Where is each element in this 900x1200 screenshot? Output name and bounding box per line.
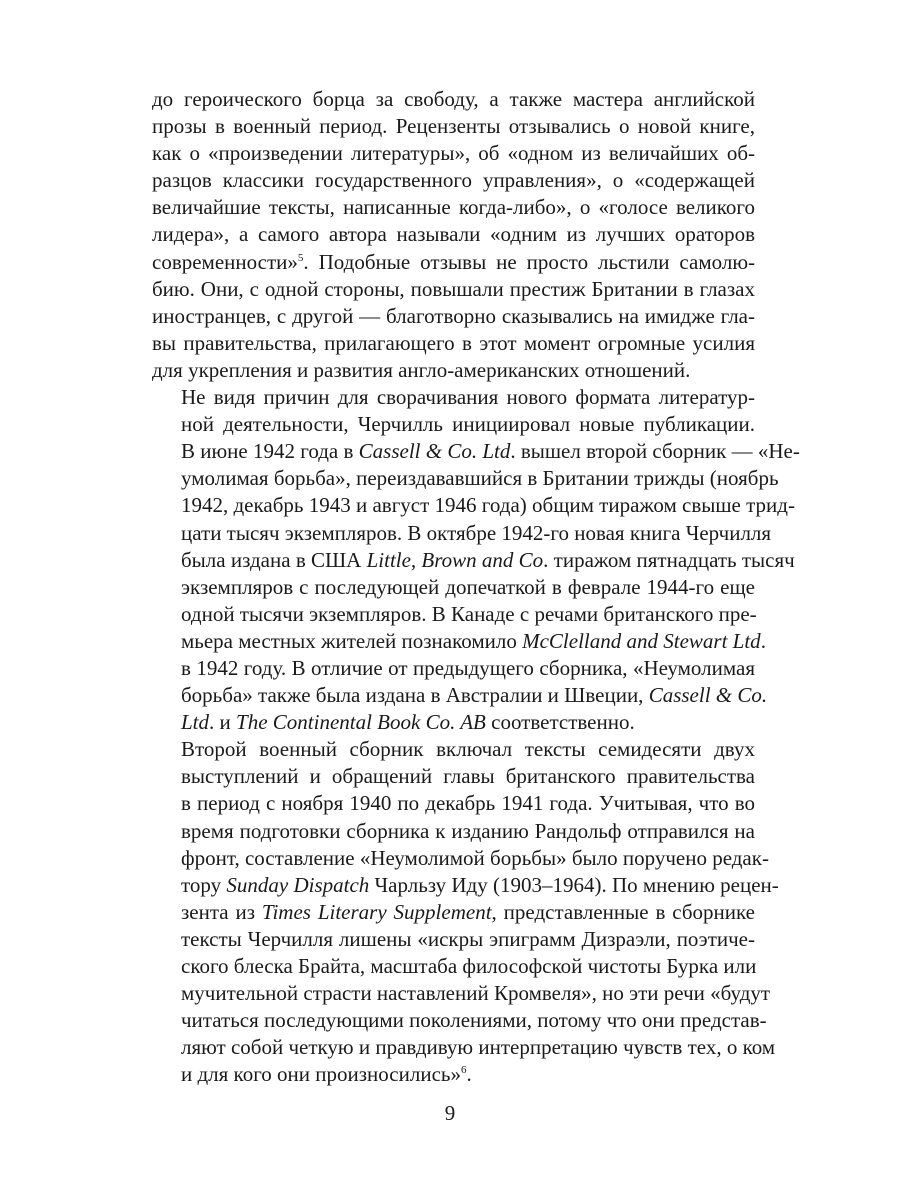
text-run: разцов классики государственного управления», о «содержащей: [152, 168, 755, 193]
text-run: фронт, составление «Неумолимой борьбы» было поручено редак-: [181, 845, 769, 870]
text-run: в период с ноября 1940 по декабрь 1941 года. Учитывая, что во: [181, 791, 755, 816]
italic-title: Times Literary Supplement: [261, 899, 492, 924]
text-line: [152, 601, 755, 628]
text-run: выступлений и обращений главы британского правительства: [181, 764, 755, 789]
text-run: ского блеска Брайта, масштаба философской чистоты Бурка или: [181, 954, 757, 978]
text-line: [152, 249, 755, 276]
text-run: и для кого они произносились»: [181, 1062, 461, 1087]
text-line: [152, 194, 755, 221]
text-run: . тиражом пятнадцать тысяч: [543, 547, 795, 572]
text-run: читаться последующими поколениями, потому что они представ-: [181, 1008, 767, 1033]
text-run: .: [760, 628, 766, 653]
text-line: [152, 167, 755, 194]
text-run: современности»: [152, 249, 298, 274]
text-line: [152, 655, 755, 682]
text-line: [152, 818, 755, 845]
text-line: [152, 113, 755, 140]
text-run: борьба» также была издана в Австралии и Швеции,: [181, 683, 649, 708]
text-run: до героического борца за свободу, а также мастера английской: [152, 87, 755, 111]
page-number: 9: [444, 1101, 456, 1125]
text-line: [152, 520, 772, 547]
text-run: иностранцев, с другой — благотворно сказывались на имидже гла-: [152, 303, 755, 328]
text-run: , представленные в сборнике: [491, 899, 755, 924]
text-run: . Подобные отзывы не просто льстили самолю-: [303, 249, 755, 274]
text-run: ной деятельности, Черчилль инициировал новые публикации.: [181, 412, 755, 437]
text-run: В июне 1942 года в: [181, 439, 359, 464]
text-line: [152, 845, 769, 872]
text-run: зента из: [181, 899, 262, 924]
text-line: [152, 980, 771, 1007]
text-line: [152, 872, 779, 899]
text-run: бию. Они, с одной стороны, повышали престиж Британии в глазах: [152, 276, 755, 301]
text-run: . и: [209, 710, 237, 735]
text-line: [152, 140, 755, 167]
text-line: [152, 465, 779, 492]
text-run: мьера местных жителей познакомило: [181, 628, 523, 653]
text-line: [152, 574, 755, 601]
text-line: [152, 926, 755, 953]
text-line: [152, 628, 766, 655]
text-line: [152, 1034, 776, 1061]
text-run: . вышел второй сборник — «Не-: [510, 439, 800, 464]
text-run: тексты Черчилля лишены «искры эпиграмм Дизраэли, поэтиче-: [181, 926, 755, 951]
italic-title: Little, Brown and Co: [366, 547, 544, 572]
text-line: [152, 1061, 755, 1088]
text-run: соответственно.: [485, 710, 635, 735]
text-run: экземпляров с последующей допечаткой в феврале 1944-го еще: [181, 574, 755, 599]
text-run: Не видя причин для сворачивания нового формата литератур-: [181, 385, 755, 410]
body-text: [152, 86, 800, 1088]
footnote-ref: 5: [297, 251, 304, 264]
italic-title: Ltd: [181, 710, 210, 735]
text-run: для укрепления и развития англо-американских отношений.: [152, 357, 691, 382]
text-run: тору: [181, 872, 227, 897]
text-line: [152, 763, 755, 790]
text-line: [152, 221, 755, 248]
paragraph-3: [152, 736, 779, 1088]
text-run: лидера», а самого автора называли «одним из лучших ораторов: [152, 222, 755, 247]
text-line: [152, 411, 755, 438]
text-line: [152, 899, 755, 926]
text-run: прозы в военный период. Рецензенты отзывались о новой книге,: [152, 114, 755, 139]
text-line: [152, 547, 795, 574]
text-line: [152, 303, 755, 330]
text-run: .: [466, 1062, 472, 1087]
text-line: [152, 86, 755, 113]
text-run: Второй военный сборник включал тексты семидесяти двух: [181, 737, 755, 762]
italic-title: Cassell & Co. Ltd: [358, 439, 511, 464]
italic-title: McClelland and Stewart Ltd: [522, 628, 761, 653]
text-line: [152, 790, 755, 817]
text-run: величайшие тексты, написанные когда-либо», о «голосе великого: [152, 195, 755, 220]
text-run: 1942, декабрь 1943 и август 1946 года) общим тиражом свыше трид-: [181, 493, 795, 518]
text-line: [152, 1007, 767, 1034]
text-line: [152, 682, 768, 709]
text-run: одной тысячи экземпляров. В Канаде с речами британского пре-: [181, 601, 757, 626]
footnote-ref: 6: [460, 1064, 467, 1077]
text-run: в 1942 году. В отличие от предыдущего сборника, «Неумолимая: [181, 655, 755, 680]
text-run: ляют собой четкую и правдивую интерпретацию чувств тех, о ком: [181, 1035, 776, 1060]
text-line: [152, 357, 755, 384]
italic-title: Sunday Dispatch: [226, 872, 370, 897]
text-run: Чарльзу Иду (1903–1964). По мнению рецен-: [369, 872, 779, 897]
text-line: [152, 709, 755, 736]
text-run: цати тысяч экземпляров. В октябре 1942-го новая книга Черчилля: [181, 520, 772, 545]
text-line: [152, 736, 755, 763]
text-line: [152, 492, 795, 519]
italic-title: Cassell & Co.: [648, 683, 768, 708]
paragraph-1: [152, 86, 755, 384]
italic-title: The Continental Book Co. AB: [236, 710, 486, 735]
text-run: вы правительства, прилагающего в этот момент огромные усилия: [152, 330, 755, 355]
text-line: [152, 953, 755, 980]
text-run: мучительной страсти наставлений Кромвеля», но эти речи «будут: [181, 981, 771, 1006]
text-run: была издана в США: [181, 547, 367, 572]
text-line: [152, 330, 755, 357]
text-line: [152, 438, 800, 465]
text-run: как о «произведении литературы», об «одном из величайших об-: [152, 141, 755, 166]
paragraph-2: [152, 384, 800, 736]
text-run: время подготовки сборника к изданию Рандольф отправился на: [181, 818, 755, 843]
text-run: умолимая борьба», переиздававшийся в Британии трижды (ноябрь: [181, 466, 779, 491]
text-line: [152, 384, 755, 411]
text-line: [152, 276, 755, 303]
